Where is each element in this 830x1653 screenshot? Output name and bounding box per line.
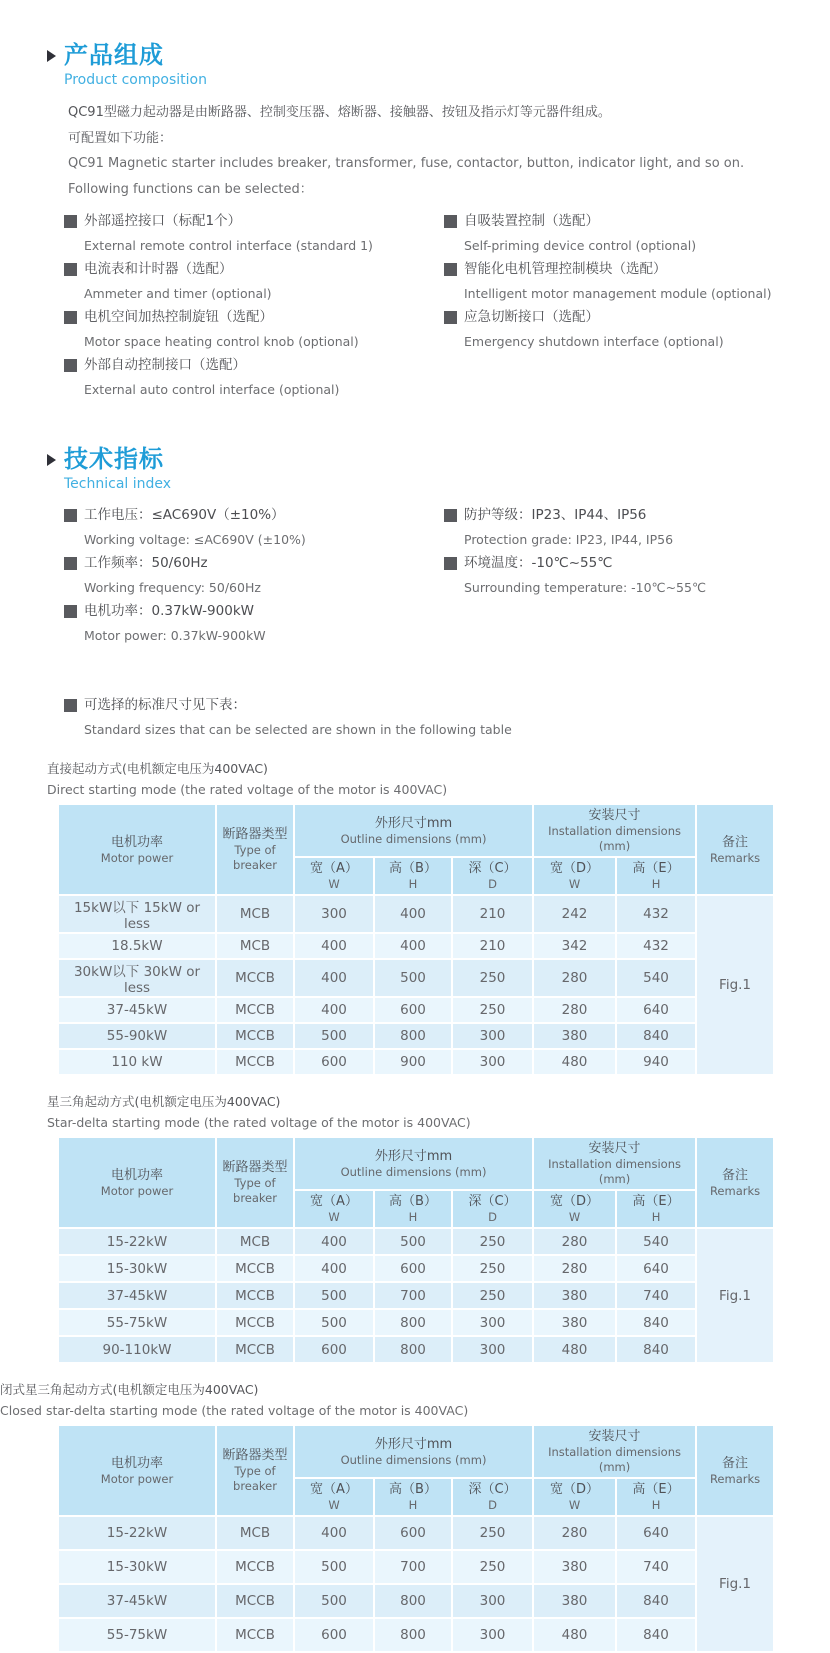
table-row xyxy=(58,1228,774,1255)
table-cell: MCB xyxy=(216,895,294,933)
table-cell: MCCB xyxy=(216,1049,294,1075)
paragraph: Following functions can be selected： xyxy=(68,181,313,197)
square-bullet-icon xyxy=(444,509,457,522)
col-header-dimension: 高（E） H xyxy=(616,1478,696,1516)
table-cell: 800 xyxy=(374,1584,452,1618)
square-bullet-icon xyxy=(444,263,457,276)
feature-lists xyxy=(64,210,830,402)
table-cell: 250 xyxy=(452,1228,533,1255)
table-cell: 700 xyxy=(374,1550,452,1584)
col-group-installation-dimensions: 安装尺寸 Installation dimensions (mm) xyxy=(533,1137,696,1190)
table-cell: MCCB xyxy=(216,1550,294,1584)
table-cell: 342 xyxy=(533,933,616,959)
table-cell: 15kW以下 15kW or less xyxy=(58,895,216,933)
col-header-remarks: 备注 Remarks xyxy=(696,1425,774,1516)
table-cell: 840 xyxy=(616,1618,696,1652)
table-cell: 500 xyxy=(294,1282,374,1309)
table-cell: 400 xyxy=(294,1255,374,1282)
feature-text-zh: 电机空间加热控制旋钮（选配） xyxy=(84,309,273,325)
table-cell: 840 xyxy=(616,1584,696,1618)
table-cell: 380 xyxy=(533,1309,616,1336)
table-row xyxy=(58,1023,774,1049)
feature-item xyxy=(64,306,444,353)
feature-text-zh: 电流表和计时器（选配） xyxy=(84,261,233,277)
col-header-motor-power: 电机功率 Motor power xyxy=(58,1137,216,1228)
section-technical-index-header xyxy=(47,444,830,494)
table-cell: MCB xyxy=(216,1228,294,1255)
table-title-zh: 星三角起动方式(电机额定电压为400VAC) xyxy=(47,1094,281,1109)
table-cell: 380 xyxy=(533,1023,616,1049)
feature-item xyxy=(444,210,830,257)
square-bullet-icon xyxy=(444,311,457,324)
table-row xyxy=(58,1516,774,1550)
section-product-composition-header xyxy=(47,40,830,90)
col-header-remarks: 备注 Remarks xyxy=(696,1137,774,1228)
table-cell: 380 xyxy=(533,1550,616,1584)
table-cell: 700 xyxy=(374,1282,452,1309)
table-cell: 800 xyxy=(374,1023,452,1049)
feature-text-en: Self-priming device control (optional) xyxy=(464,237,697,253)
note-text-en: Standard sizes that can be selected are shown in the following table xyxy=(84,721,512,737)
table-row xyxy=(58,1618,774,1652)
table-cell: 250 xyxy=(452,1516,533,1550)
table-cell: 110 kW xyxy=(58,1049,216,1075)
table-cell: 210 xyxy=(452,933,533,959)
table-cell: 300 xyxy=(452,1336,533,1363)
table-cell: 300 xyxy=(452,1584,533,1618)
table-cell: 300 xyxy=(294,895,374,933)
table-cell: 400 xyxy=(294,1228,374,1255)
table-cell: 15-30kW xyxy=(58,1255,216,1282)
table-cell: 432 xyxy=(616,895,696,933)
table-cell: 37-45kW xyxy=(58,1584,216,1618)
remark-cell: Fig.1 xyxy=(696,1228,774,1363)
table-cell: 640 xyxy=(616,1255,696,1282)
square-bullet-icon xyxy=(64,263,77,276)
table-row xyxy=(58,895,774,933)
dimensions-table-star-delta xyxy=(57,1136,775,1364)
feature-item xyxy=(444,258,830,305)
col-header-motor-power: 电机功率 Motor power xyxy=(58,1425,216,1516)
col-header-dimension: 深（C） D xyxy=(452,857,533,895)
table-cell: 250 xyxy=(452,1255,533,1282)
note-text-zh: 可选择的标准尺寸见下表： xyxy=(84,697,246,713)
square-bullet-icon xyxy=(64,359,77,372)
table-cell: 600 xyxy=(374,1516,452,1550)
col-header-dimension: 高（E） H xyxy=(616,1190,696,1228)
table-cell: 740 xyxy=(616,1282,696,1309)
col-group-outline-dimensions: 外形尺寸mm Outline dimensions (mm) xyxy=(294,1425,533,1478)
col-header-dimension: 宽（A） W xyxy=(294,857,374,895)
remark-cell: Fig.1 xyxy=(696,1516,774,1652)
feature-text-en: Working frequency: 50/60Hz xyxy=(84,579,261,595)
col-group-outline-dimensions: 外形尺寸mm Outline dimensions (mm) xyxy=(294,1137,533,1190)
table-cell: 380 xyxy=(533,1282,616,1309)
col-header-breaker-type: 断路器类型 Type of breaker xyxy=(216,1137,294,1228)
table-title-en: Closed star-delta starting mode (the rated voltage of the motor is 400VAC) xyxy=(0,1402,469,1418)
table-cell: MCB xyxy=(216,933,294,959)
table-cell: 250 xyxy=(452,1282,533,1309)
square-bullet-icon xyxy=(64,699,77,712)
triangle-bullet-icon xyxy=(47,454,56,466)
feature-text-en: Protection grade: IP23, IP44, IP56 xyxy=(464,531,674,547)
section-subtitle: Product composition xyxy=(64,72,207,88)
table-cell: 480 xyxy=(533,1336,616,1363)
feature-text-en: External remote control interface (standard 1) xyxy=(84,237,373,253)
table-cell: 210 xyxy=(452,895,533,933)
tech-column-right xyxy=(444,504,830,648)
table-cell: 280 xyxy=(533,1228,616,1255)
table-cell: 540 xyxy=(616,1228,696,1255)
table-row xyxy=(58,1309,774,1336)
feature-item xyxy=(444,552,830,599)
feature-text-en: Working voltage: ≤AC690V (±10%) xyxy=(84,531,306,547)
section-subtitle: Technical index xyxy=(64,476,172,492)
table-cell: 540 xyxy=(616,959,696,997)
feature-text-en: External auto control interface (optional) xyxy=(84,381,340,397)
table-cell: 600 xyxy=(374,997,452,1023)
table-cell: 800 xyxy=(374,1336,452,1363)
col-header-dimension: 宽（A） W xyxy=(294,1190,374,1228)
feature-text-zh: 智能化电机管理控制模块（选配） xyxy=(464,261,667,277)
square-bullet-icon xyxy=(64,215,77,228)
col-header-dimension: 宽（D） W xyxy=(533,1478,616,1516)
dimensions-table-closed-star-delta xyxy=(57,1424,775,1653)
standard-sizes-note xyxy=(64,694,830,741)
feature-text-zh: 外部自动控制接口（选配） xyxy=(84,357,246,373)
table-cell: 500 xyxy=(294,1023,374,1049)
table-cell: 840 xyxy=(616,1023,696,1049)
feature-text-en: Surrounding temperature: -10℃~55℃ xyxy=(464,579,706,595)
feature-item xyxy=(64,354,444,401)
table1-title xyxy=(47,759,830,800)
table-cell: 640 xyxy=(616,1516,696,1550)
table-cell: 90-110kW xyxy=(58,1336,216,1363)
square-bullet-icon xyxy=(444,215,457,228)
feature-item xyxy=(64,552,444,599)
table-title-en: Star-delta starting mode (the rated voltage of the motor is 400VAC) xyxy=(47,1114,471,1130)
table-cell: 300 xyxy=(452,1023,533,1049)
table-cell: 400 xyxy=(294,997,374,1023)
table-cell: 800 xyxy=(374,1618,452,1652)
table-cell: MCCB xyxy=(216,1255,294,1282)
feature-item xyxy=(64,504,444,551)
table-cell: 840 xyxy=(616,1336,696,1363)
table-cell: 400 xyxy=(374,933,452,959)
table-cell: 740 xyxy=(616,1550,696,1584)
table-cell: 30kW以下 30kW or less xyxy=(58,959,216,997)
table-cell: MCCB xyxy=(216,1282,294,1309)
col-group-installation-dimensions: 安装尺寸 Installation dimensions (mm) xyxy=(533,804,696,857)
feature-text-en: Motor power: 0.37kW-900kW xyxy=(84,627,266,643)
feature-text-zh: 电机功率：0.37kW-900kW xyxy=(84,603,254,619)
col-group-outline-dimensions: 外形尺寸mm Outline dimensions (mm) xyxy=(294,804,533,857)
square-bullet-icon xyxy=(64,605,77,618)
table-cell: 55-75kW xyxy=(58,1618,216,1652)
table-row xyxy=(58,997,774,1023)
col-header-breaker-type: 断路器类型 Type of breaker xyxy=(216,1425,294,1516)
table-cell: 300 xyxy=(452,1618,533,1652)
col-header-dimension: 深（C） D xyxy=(452,1190,533,1228)
table-cell: 37-45kW xyxy=(58,997,216,1023)
table-cell: 18.5kW xyxy=(58,933,216,959)
square-bullet-icon xyxy=(444,557,457,570)
col-header-breaker-type: 断路器类型 Type of breaker xyxy=(216,804,294,895)
table-title-zh: 闭式星三角起动方式(电机额定电压为400VAC) xyxy=(0,1382,259,1397)
feature-text-zh: 应急切断接口（选配） xyxy=(464,309,599,325)
table-row xyxy=(58,1282,774,1309)
table-cell: 55-90kW xyxy=(58,1023,216,1049)
table-cell: 280 xyxy=(533,997,616,1023)
table-row xyxy=(58,933,774,959)
table-row xyxy=(58,1255,774,1282)
col-group-installation-dimensions: 安装尺寸 Installation dimensions (mm) xyxy=(533,1425,696,1478)
feature-column-right xyxy=(444,210,830,402)
table2-title xyxy=(47,1092,830,1133)
feature-text-en: Emergency shutdown interface (optional) xyxy=(464,333,724,349)
remark-cell: Fig.1 xyxy=(696,895,774,1075)
table-cell: 640 xyxy=(616,997,696,1023)
table-cell: 15-22kW xyxy=(58,1516,216,1550)
feature-text-zh: 环境温度：-10℃~55℃ xyxy=(464,555,613,571)
table-cell: 280 xyxy=(533,1516,616,1550)
table3-title xyxy=(0,1380,830,1421)
table-cell: 400 xyxy=(294,959,374,997)
table-cell: 480 xyxy=(533,1618,616,1652)
table-cell: 480 xyxy=(533,1049,616,1075)
table-cell: 600 xyxy=(294,1618,374,1652)
table-cell: 380 xyxy=(533,1584,616,1618)
feature-text-zh: 外部遥控接口（标配1个） xyxy=(84,213,242,229)
feature-item xyxy=(64,258,444,305)
col-header-motor-power: 电机功率 Motor power xyxy=(58,804,216,895)
square-bullet-icon xyxy=(64,557,77,570)
table-cell: 280 xyxy=(533,1255,616,1282)
col-header-dimension: 宽（D） W xyxy=(533,1190,616,1228)
table-cell: 300 xyxy=(452,1309,533,1336)
table-cell: MCCB xyxy=(216,997,294,1023)
table-cell: 500 xyxy=(294,1584,374,1618)
tech-column-left xyxy=(64,504,444,648)
table-cell: 600 xyxy=(294,1336,374,1363)
table-cell: 300 xyxy=(452,1049,533,1075)
col-header-dimension: 宽（A） W xyxy=(294,1478,374,1516)
table-cell: 940 xyxy=(616,1049,696,1075)
table-cell: 250 xyxy=(452,997,533,1023)
feature-text-zh: 自吸装置控制（选配） xyxy=(464,213,599,229)
table-cell: 900 xyxy=(374,1049,452,1075)
square-bullet-icon xyxy=(64,509,77,522)
paragraph: QC91型磁力起动器是由断路器、控制变压器、熔断器、接触器、按钮及指示灯等元器件组成。 xyxy=(68,105,611,120)
feature-text-en: Ammeter and timer (optional) xyxy=(84,285,272,301)
col-header-dimension: 高（B） H xyxy=(374,1190,452,1228)
table-row xyxy=(58,959,774,997)
col-header-remarks: 备注 Remarks xyxy=(696,804,774,895)
table-title-zh: 直接起动方式(电机额定电压为400VAC) xyxy=(47,761,268,776)
intro-paragraphs xyxy=(68,100,830,202)
table-cell: 500 xyxy=(294,1550,374,1584)
table-cell: 280 xyxy=(533,959,616,997)
feature-item xyxy=(444,504,830,551)
table-cell: MCCB xyxy=(216,1336,294,1363)
table-cell: 55-75kW xyxy=(58,1309,216,1336)
feature-text-en: Motor space heating control knob (optional) xyxy=(84,333,359,349)
table-row xyxy=(58,1049,774,1075)
section-title: 技术指标 xyxy=(64,445,164,473)
technical-index-lists xyxy=(64,504,830,648)
table-cell: MCCB xyxy=(216,1023,294,1049)
table-cell: 432 xyxy=(616,933,696,959)
feature-item xyxy=(444,306,830,353)
feature-text-zh: 工作电压：≤AC690V（±10%） xyxy=(84,507,285,523)
table-title-en: Direct starting mode (the rated voltage of the motor is 400VAC) xyxy=(47,781,448,797)
table-cell: 250 xyxy=(452,1550,533,1584)
triangle-bullet-icon xyxy=(47,50,56,62)
table-cell: 800 xyxy=(374,1309,452,1336)
feature-text-zh: 工作频率：50/60Hz xyxy=(84,555,208,571)
table-cell: 600 xyxy=(374,1255,452,1282)
square-bullet-icon xyxy=(64,311,77,324)
feature-item xyxy=(64,210,444,257)
dimensions-table-direct-starting xyxy=(57,803,775,1076)
table-cell: 15-30kW xyxy=(58,1550,216,1584)
table-cell: 15-22kW xyxy=(58,1228,216,1255)
table-cell: 400 xyxy=(294,1516,374,1550)
table-cell: MCCB xyxy=(216,1618,294,1652)
table-cell: MCCB xyxy=(216,959,294,997)
section-title: 产品组成 xyxy=(64,41,164,69)
col-header-dimension: 高（B） H xyxy=(374,857,452,895)
paragraph: QC91 Magnetic starter includes breaker, transformer, fuse, contactor, button, indicator light, and so on. xyxy=(68,156,745,171)
table-cell: 400 xyxy=(294,933,374,959)
table-row xyxy=(58,1336,774,1363)
table-cell: 400 xyxy=(374,895,452,933)
col-header-dimension: 高（E） H xyxy=(616,857,696,895)
feature-item xyxy=(64,600,444,647)
table-cell: MCB xyxy=(216,1516,294,1550)
table-cell: MCCB xyxy=(216,1584,294,1618)
table-row xyxy=(58,1550,774,1584)
table-row xyxy=(58,1584,774,1618)
table-cell: 500 xyxy=(374,1228,452,1255)
table-cell: MCCB xyxy=(216,1309,294,1336)
col-header-dimension: 深（C） D xyxy=(452,1478,533,1516)
col-header-dimension: 高（B） H xyxy=(374,1478,452,1516)
paragraph: 可配置如下功能： xyxy=(68,130,173,146)
feature-text-en: Intelligent motor management module (optional) xyxy=(464,285,772,301)
table-cell: 37-45kW xyxy=(58,1282,216,1309)
table-cell: 840 xyxy=(616,1309,696,1336)
table-cell: 250 xyxy=(452,959,533,997)
table-cell: 600 xyxy=(294,1049,374,1075)
col-header-dimension: 宽（D） W xyxy=(533,857,616,895)
table-cell: 500 xyxy=(374,959,452,997)
feature-column-left xyxy=(64,210,444,402)
feature-text-zh: 防护等级：IP23、IP44、IP56 xyxy=(464,507,647,523)
table-cell: 242 xyxy=(533,895,616,933)
table-cell: 500 xyxy=(294,1309,374,1336)
